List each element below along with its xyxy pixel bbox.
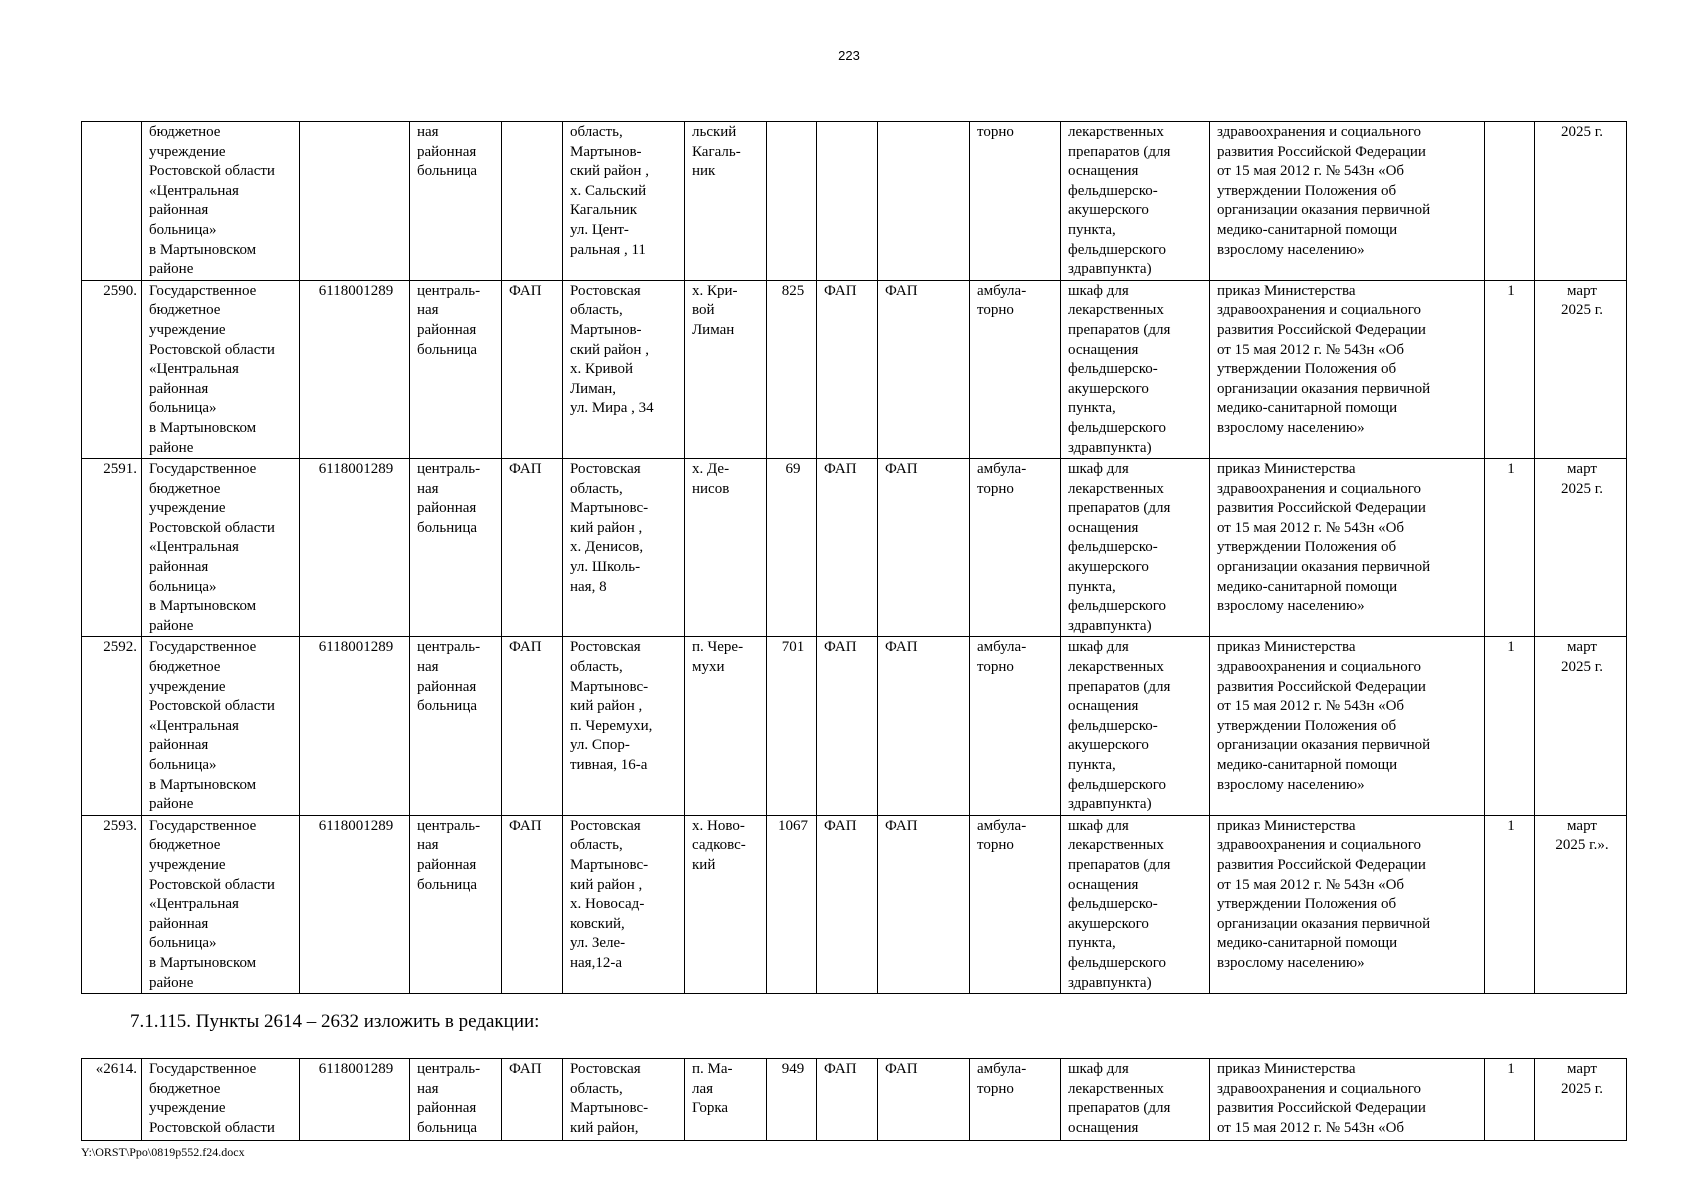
cell-address: Ростовская область, Мартыновс- кий район , х. Денисов, ул. Школь- ная, 8 xyxy=(563,459,685,637)
cell-obj-type: ФАП xyxy=(817,280,878,458)
facilities-table xyxy=(81,121,1627,994)
cell-equipment: шкаф для лекарственных препаратов (для оснащения фельдшерско- акушерского пункта, фельдшерского здравпункта) xyxy=(1061,815,1210,993)
cell-equipment: шкаф для лекарственных препаратов (для оснащения фельдшерско- акушерского пункта, фельдшерского здравпункта) xyxy=(1061,637,1210,815)
cell-type: централь- ная районная больница xyxy=(410,459,502,637)
cell-address: Ростовская область, Мартыновс- кий район , п. Черемухи, ул. Спор- тивная, 16-а xyxy=(563,637,685,815)
cell-population: 701 xyxy=(767,637,817,815)
cell-mode: амбула- торно xyxy=(970,815,1061,993)
cell-locality: х. Де- нисов xyxy=(685,459,767,637)
cell-num: 2592. xyxy=(82,637,142,815)
cell-qty: 1 xyxy=(1485,1059,1535,1141)
cell-basis: здравоохранения и социального развития Российской Федерации от 15 мая 2012 г. № 543н «Об утверждении Положения об организации оказания первичной медико-санитарной помощи взрослому населению» xyxy=(1210,122,1485,281)
cell-population: 69 xyxy=(767,459,817,637)
cell-qty: 1 xyxy=(1485,459,1535,637)
cell-basis: приказ Министерства здравоохранения и социального развития Российской Федерации от 15 мая 2012 г. № 543н «Об утверждении Положения об организации оказания первичной медико-санитарной помощи взрослому населению» xyxy=(1210,459,1485,637)
cell-inn: 6118001289 xyxy=(300,1059,410,1141)
cell-address: Ростовская область, Мартыновс- кий район , х. Новосад- ковский, ул. Зеле- ная,12-а xyxy=(563,815,685,993)
table-row xyxy=(82,280,1627,458)
cell-qty xyxy=(1485,122,1535,281)
cell-obj-name: ФАП xyxy=(878,280,970,458)
cell-population: 1067 xyxy=(767,815,817,993)
cell-inn: 6118001289 xyxy=(300,637,410,815)
cell-mode: амбула- торно xyxy=(970,637,1061,815)
cell-obj-type: ФАП xyxy=(817,1059,878,1141)
cell-equipment: шкаф для лекарственных препаратов (для оснащения xyxy=(1061,1059,1210,1141)
cell-population: 949 xyxy=(767,1059,817,1141)
table-row xyxy=(82,122,1627,281)
facilities-table-continued xyxy=(81,1058,1627,1141)
table-row xyxy=(82,637,1627,815)
cell-locality: п. Чере- мухи xyxy=(685,637,767,815)
cell-org: бюджетное учреждение Ростовской области «Центральная районная больница» в Мартыновском районе xyxy=(142,122,300,281)
cell-org: Государственное бюджетное учреждение Ростовской области xyxy=(142,1059,300,1141)
table-row xyxy=(82,1059,1627,1141)
cell-num: 2593. xyxy=(82,815,142,993)
cell-population xyxy=(767,122,817,281)
table-row xyxy=(82,459,1627,637)
cell-obj-type xyxy=(817,122,878,281)
cell-num: 2591. xyxy=(82,459,142,637)
cell-qty: 1 xyxy=(1485,280,1535,458)
cell-mode: амбула- торно xyxy=(970,459,1061,637)
table-row xyxy=(82,815,1627,993)
cell-obj-type: ФАП xyxy=(817,459,878,637)
cell-date: март 2025 г. xyxy=(1535,280,1627,458)
cell-locality: х. Кри- вой Лиман xyxy=(685,280,767,458)
cell-type: централь- ная районная больница xyxy=(410,637,502,815)
cell-inn xyxy=(300,122,410,281)
cell-equipment: лекарственных препаратов (для оснащения фельдшерско- акушерского пункта, фельдшерского здравпункта) xyxy=(1061,122,1210,281)
cell-num xyxy=(82,122,142,281)
cell-qty: 1 xyxy=(1485,637,1535,815)
cell-date: март 2025 г. xyxy=(1535,459,1627,637)
cell-kind: ФАП xyxy=(502,1059,563,1141)
cell-inn: 6118001289 xyxy=(300,815,410,993)
cell-locality: льский Кагаль- ник xyxy=(685,122,767,281)
cell-date: 2025 г. xyxy=(1535,122,1627,281)
section-heading: 7.1.115. Пункты 2614 – 2632 изложить в редакции: xyxy=(130,1011,540,1032)
cell-inn: 6118001289 xyxy=(300,280,410,458)
cell-obj-name: ФАП xyxy=(878,459,970,637)
cell-mode: амбула- торно xyxy=(970,1059,1061,1141)
cell-address: Ростовская область, Мартыновс- кий район, xyxy=(563,1059,685,1141)
cell-inn: 6118001289 xyxy=(300,459,410,637)
cell-equipment: шкаф для лекарственных препаратов (для оснащения фельдшерско- акушерского пункта, фельдшерского здравпункта) xyxy=(1061,459,1210,637)
cell-num: 2590. xyxy=(82,280,142,458)
cell-locality: х. Ново- садковс- кий xyxy=(685,815,767,993)
cell-basis: приказ Министерства здравоохранения и социального развития Российской Федерации от 15 мая 2012 г. № 543н «Об xyxy=(1210,1059,1485,1141)
cell-obj-name: ФАП xyxy=(878,1059,970,1141)
cell-date: март 2025 г.». xyxy=(1535,815,1627,993)
cell-type: централь- ная районная больница xyxy=(410,1059,502,1141)
cell-date: март 2025 г. xyxy=(1535,1059,1627,1141)
cell-equipment: шкаф для лекарственных препаратов (для оснащения фельдшерско- акушерского пункта, фельдшерского здравпункта) xyxy=(1061,280,1210,458)
cell-basis: приказ Министерства здравоохранения и социального развития Российской Федерации от 15 мая 2012 г. № 543н «Об утверждении Положения об организации оказания первичной медико-санитарной помощи взрослому населению» xyxy=(1210,280,1485,458)
cell-address: Ростовская область, Мартынов- ский район , х. Кривой Лиман, ул. Мира , 34 xyxy=(563,280,685,458)
cell-org: Государственное бюджетное учреждение Ростовской области «Центральная районная больница» в Мартыновском районе xyxy=(142,637,300,815)
cell-org: Государственное бюджетное учреждение Ростовской области «Центральная районная больница» в Мартыновском районе xyxy=(142,459,300,637)
cell-obj-name: ФАП xyxy=(878,815,970,993)
cell-kind: ФАП xyxy=(502,815,563,993)
cell-kind xyxy=(502,122,563,281)
cell-kind: ФАП xyxy=(502,637,563,815)
cell-org: Государственное бюджетное учреждение Ростовской области «Центральная районная больница» в Мартыновском районе xyxy=(142,280,300,458)
cell-basis: приказ Министерства здравоохранения и социального развития Российской Федерации от 15 мая 2012 г. № 543н «Об утверждении Положения об организации оказания первичной медико-санитарной помощи взрослому населению» xyxy=(1210,637,1485,815)
cell-basis: приказ Министерства здравоохранения и социального развития Российской Федерации от 15 мая 2012 г. № 543н «Об утверждении Положения об организации оказания первичной медико-санитарной помощи взрослому населению» xyxy=(1210,815,1485,993)
cell-mode: торно xyxy=(970,122,1061,281)
cell-type: централь- ная районная больница xyxy=(410,815,502,993)
cell-qty: 1 xyxy=(1485,815,1535,993)
cell-mode: амбула- торно xyxy=(970,280,1061,458)
cell-address: область, Мартынов- ский район , х. Сальский Кагальник ул. Цент- ральная , 11 xyxy=(563,122,685,281)
cell-population: 825 xyxy=(767,280,817,458)
footer-file-path: Y:\ORST\Ppo\0819p552.f24.docx xyxy=(81,1145,245,1159)
cell-kind: ФАП xyxy=(502,459,563,637)
cell-obj-type: ФАП xyxy=(817,637,878,815)
cell-date: март 2025 г. xyxy=(1535,637,1627,815)
cell-org: Государственное бюджетное учреждение Ростовской области «Центральная районная больница» в Мартыновском районе xyxy=(142,815,300,993)
cell-obj-type: ФАП xyxy=(817,815,878,993)
cell-obj-name xyxy=(878,122,970,281)
page-number: 223 xyxy=(838,48,860,63)
cell-obj-name: ФАП xyxy=(878,637,970,815)
cell-type: ная районная больница xyxy=(410,122,502,281)
cell-num: «2614. xyxy=(82,1059,142,1141)
cell-kind: ФАП xyxy=(502,280,563,458)
cell-type: централь- ная районная больница xyxy=(410,280,502,458)
cell-locality: п. Ма- лая Горка xyxy=(685,1059,767,1141)
